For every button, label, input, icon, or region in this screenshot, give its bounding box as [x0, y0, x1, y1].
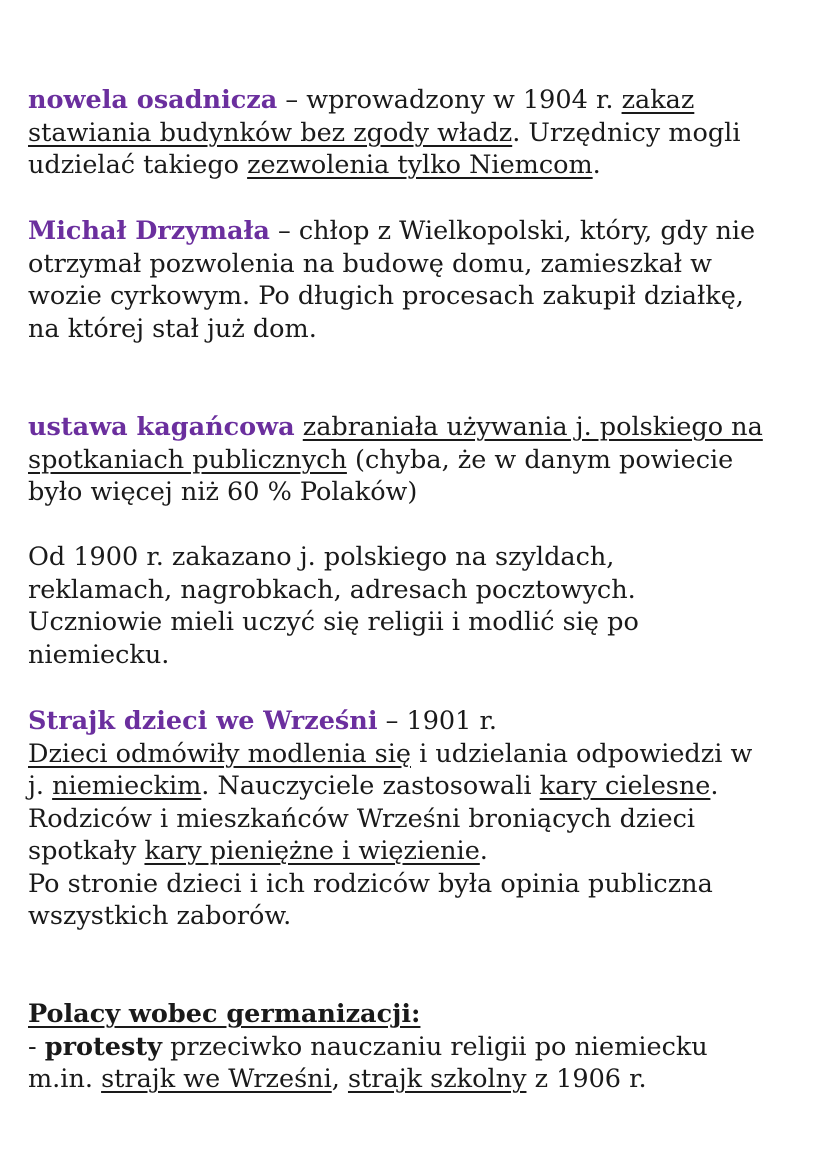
- term-ustawa-kaganowa: ustawa kagańcowa: [28, 412, 295, 442]
- paragraph-ustawa-kaganowa: ustawa kagańcowa zabraniała używania j. polskiego na spotkaniach publicznych (chyba, że w danym powiecie było więcej niż 60 % Polaków): [28, 412, 763, 507]
- paragraph-zakazy-1900: Od 1900 r. zakazano j. polskiego na szyldach, reklamach, nagrobkach, adresach pocztowych. Uczniowie mieli uczyć się religii i modlić się po niemiecku.: [28, 542, 639, 670]
- paragraph-strajk-wrzesnia: Strajk dzieci we Wrześni – 1901 r. Dzieci odmówiły modlenia się i udzielania odpowiedzi w j. niemieckim. Nauczyciele zastosowali kary cielesne. Rodziców i mieszkańców Wrześni broniących dzieci spotkały kary pieniężne i więzienie. Po stronie dzieci i ich rodziców była opinia publiczna wszystkich zaborów.: [28, 706, 753, 931]
- term-strajk-dzieci: Strajk dzieci we Wrześni: [28, 706, 378, 736]
- paragraph-polacy-wobec-germanizacji: Polacy wobec germanizacji: - protesty przeciwko nauczaniu religii po niemiecku m.in. strajk we Wrześni, strajk szkolny z 1906 r.: [28, 999, 708, 1094]
- term-nowela-osadnicza: nowela osadnicza: [28, 85, 278, 115]
- paragraph-nowela-osadnicza: nowela osadnicza – wprowadzony w 1904 r. zakaz stawiania budynków bez zgody władz. Urzędnicy mogli udzielać takiego zezwolenia tylko Niemcom.: [28, 85, 741, 180]
- section-heading: Polacy wobec germanizacji:: [28, 999, 421, 1029]
- term-michal-drzymala: Michał Drzymała: [28, 216, 270, 246]
- paragraph-michal-drzymala: Michał Drzymała – chłop z Wielkopolski, który, gdy nie otrzymał pozwolenia na budowę domu, zamieszkał w wozie cyrkowym. Po długich procesach zakupił działkę, na której stał już dom.: [28, 216, 756, 344]
